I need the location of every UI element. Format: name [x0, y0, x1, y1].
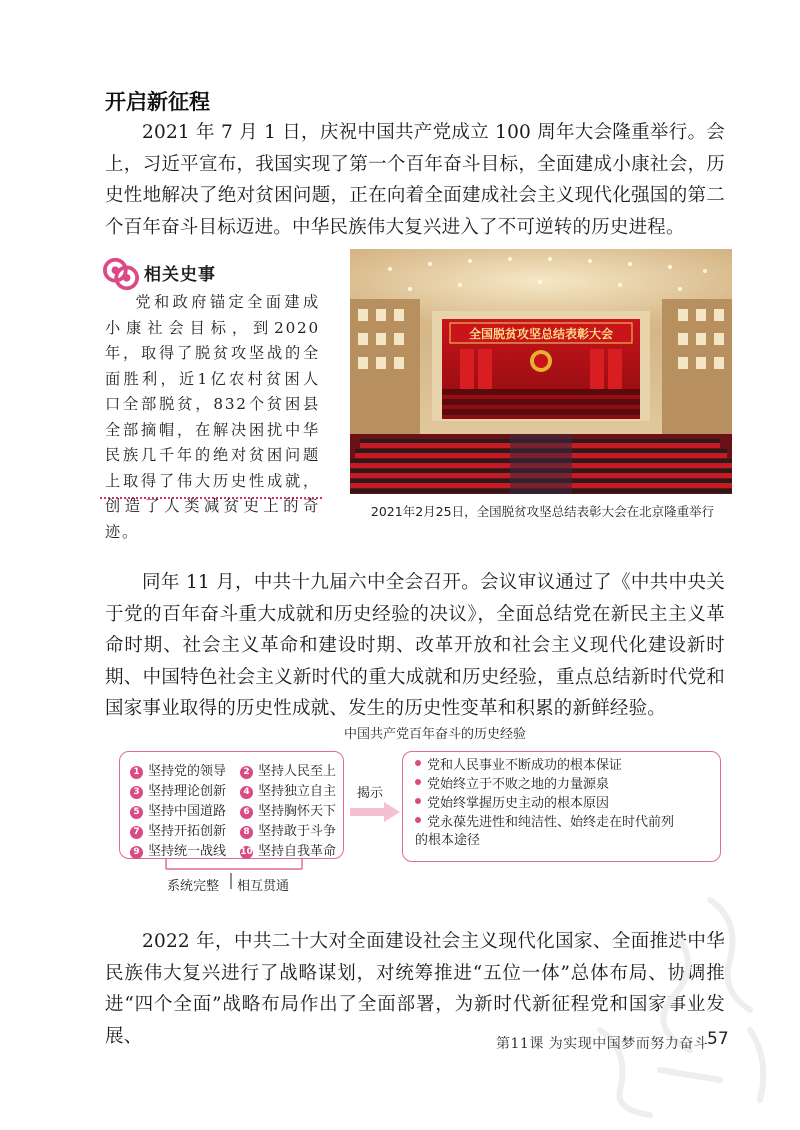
related-history-box — [100, 252, 322, 541]
revelation-item: 党永葆先进性和纯洁性、始终走在时代前列的根本途径 — [415, 815, 675, 848]
experience-item: 2 坚持人民至上 — [240, 760, 336, 779]
experience-item: 4 坚持独立自主 — [240, 780, 336, 799]
footer-lesson-title: 第11课 为实现中国梦而努力奋斗 — [496, 1036, 709, 1052]
photo-caption: 2021年2月25日，全国脱贫攻坚总结表彰大会在北京隆重举行 — [370, 504, 715, 519]
diagram-title: 中国共产党百年奋斗的历史经验 — [343, 727, 526, 742]
experience-item: 8 坚持敢于斗争 — [240, 820, 336, 839]
related-history-heading: 相关史事 — [144, 265, 216, 285]
conference-hall-image — [350, 249, 732, 494]
paragraph-2: 同年 11 月，中共十九届六中全会召开。会议审议通过了《中共中央关于党的百年奋斗重大成就和历史经验的决议》，全面总结党在新民主主义革命时期、社会主义革命和建设时期、改革开放和社会主义现代化建设新时期、中国特色社会主义新时代的重大成就和历史经验，重点总结新时代党和国家事业取得的历史性成就、发生的历史性变革和积累的新鲜经验。 — [105, 572, 725, 719]
paragraph-1: 2021 年 7 月 1 日，庆祝中国共产党成立 100 周年大会隆重举行。会上，习近平宣布，我国实现了第一个百年奋斗目标，全面建成小康社会，历史性地解决了绝对贫困问题，正在向着全面建成社会主义现代化强国的第二个百年奋斗目标迈进。中华民族伟大复兴进入了不可逆转的历史进程。 — [105, 122, 725, 238]
bottom-label-right: 相互贯通 — [237, 879, 290, 894]
experience-item: 1 坚持党的领导 — [130, 760, 226, 779]
revelation-item: 党和人民事业不断成功的根本保证 — [415, 757, 715, 775]
experience-item: 3 坚持理论创新 — [130, 780, 226, 799]
revelation-item: 党始终立于不败之地的力量源泉 — [415, 776, 715, 794]
experiences-box — [119, 751, 344, 859]
related-history-icon — [102, 256, 140, 292]
experience-item: 6 坚持胸怀天下 — [240, 800, 336, 819]
experience-item: 9 坚持统一战线 — [130, 840, 226, 859]
right-arrow-icon — [346, 790, 402, 830]
page-number: 57 — [707, 1029, 729, 1049]
watermark-decoration — [560, 880, 790, 1120]
paragraph-3: 2022 年，中共二十大对全面建设社会主义现代化国家、全面推进中华民族伟大复兴进行了战略谋划，对统筹推进“五位一体”总体布局、协调推进“四个全面”战略布局作出了全面部署，为新时代新征程党和国家事业发展、 — [105, 931, 725, 1047]
section-title: 开启新征程 — [105, 90, 210, 114]
photo-banner: 全国脱贫攻坚总结表彰大会 — [468, 327, 614, 341]
conference-photo — [350, 249, 732, 494]
bottom-label-left: 系统完整 — [167, 879, 220, 894]
related-history-text: 党和政府锚定全面建成小康社会目标，到2020年，取得了脱贫攻坚战的全面胜利，近1亿农村贫困人口全部脱贫，832个贫困县全部摘帽，在解决困扰中华民族几千年的绝对贫困问题上取得了伟大历史性成就，创造了人类减贫史上的奇迹。 — [105, 293, 320, 541]
experience-item: 7 坚持开拓创新 — [130, 820, 226, 839]
experience-item: 10 坚持自我革命 — [240, 844, 337, 859]
revelations-box — [402, 751, 721, 862]
arrow-label: 揭示 — [356, 786, 383, 801]
revelation-item: 党始终掌握历史主动的根本原因 — [415, 795, 715, 813]
experience-item: 5 坚持中国道路 — [130, 800, 226, 819]
